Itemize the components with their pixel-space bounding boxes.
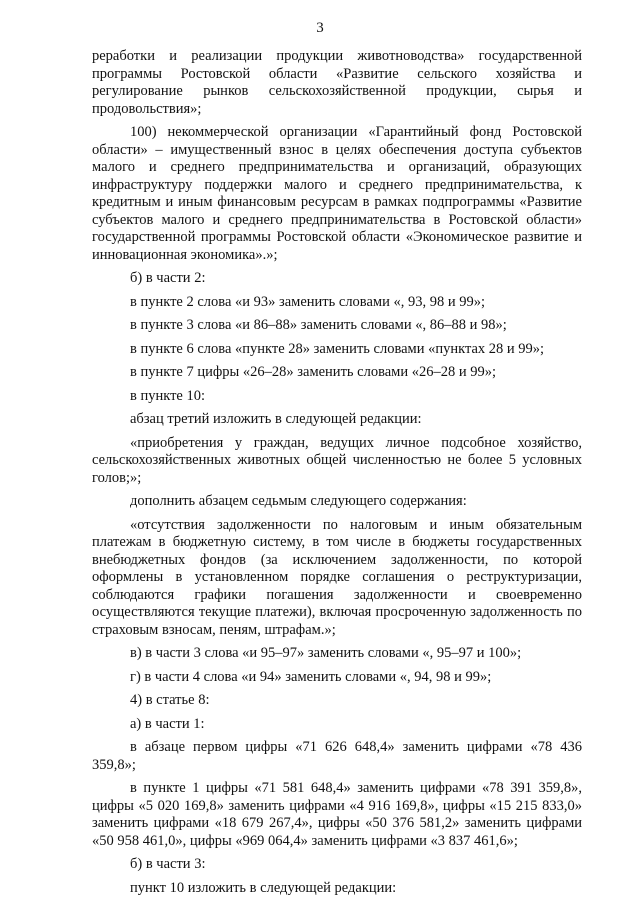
paragraph-13: в) в части 3 слова «и 95–97» заменить словами «, 95–97 и 100»; (130, 645, 522, 661)
paragraph-12: «отсутствия задолженности по налоговым и иным обязательным платежам в бюджетную систему, в том числе в бюджеты государственных внебюджетных фондов (за исключением задолженности, по которой оформлены в установленном порядке соглашения о реструктуризации, соблюдаются графики погашения задолженности и своевременно осуществляются текущие платежи), включая просроченную задолженность по страховым взносам, пеням, штрафам.»; (92, 516, 582, 638)
paragraph-4: в пункте 2 слова «и 93» заменить словами «, 93, 98 и 99»; (130, 293, 485, 310)
paragraph-20: пункт 10 изложить в следующей редакции: (130, 879, 397, 896)
paragraph-1: реработки и реализации продукции животноводства» государственной программы Ростовской области «Развитие сельского хозяйства и регулирование рынков сельскохозяйственной продукции, сырья и продовольствия»; (92, 48, 582, 117)
paragraph-8: в пункте 10: (130, 387, 206, 404)
paragraph-6: в пункте 6 слова «пункте 28» заменить словами «пунктах 28 и 99»; (130, 340, 545, 357)
paragraph-17: в абзаце первом цифры «71 626 648,4» заменить цифрами «78 436 359,8»; (92, 739, 582, 773)
paragraph-2: 100) некоммерческой организации «Гарантийный фонд Ростовской области» – имущественный взнос в целях обеспечения доступа субъектов малого и среднего предпринимательства и организаций, образующих инфраструктуру поддержки малого и среднего предпринимательства, к кредитным и иным финансовым ресурсам в рамках подпрограммы «Развитие субъектов малого и среднего предпринимательства в Ростовской области» государственной программы Ростовской области «Экономическое развитие и инновационная экономика».»; (92, 124, 582, 263)
paragraph-19: б) в части 3: (130, 856, 206, 872)
paragraph-10: «приобретения у граждан, ведущих личное подсобное хозяйство, сельскохозяйственных животных общей численностью не более 5 условных голов;»; (92, 434, 582, 486)
page-number: 3 (316, 20, 324, 36)
paragraph-5: в пункте 3 слова «и 86–88» заменить словами «, 86–88 и 98»; (130, 317, 507, 333)
document-body (92, 48, 582, 903)
paragraph-14: г) в части 4 слова «и 94» заменить словами «, 94, 98 и 99»; (130, 668, 492, 685)
paragraph-18: в пункте 1 цифры «71 581 648,4» заменить цифрами «78 391 359,8», цифры «5 020 169,8» заменить цифрами «4 916 169,8», цифры «15 215 833,0» заменить цифрами «18 679 267,4», цифры «50 376 581,2» заменить цифрами «50 958 461,0», цифры «969 064,4» заменить цифрами «3 837 461,6»; (92, 780, 582, 849)
paragraph-15: 4) в статье 8: (130, 692, 210, 708)
paragraph-9: абзац третий изложить в следующей редакции: (130, 411, 422, 427)
paragraph-3: б) в части 2: (130, 270, 206, 286)
paragraph-7: в пункте 7 цифры «26–28» заменить словами «26–28 и 99»; (130, 364, 497, 380)
paragraph-16: а) в части 1: (130, 715, 205, 732)
paragraph-11: дополнить абзацем седьмым следующего содержания: (130, 493, 467, 509)
